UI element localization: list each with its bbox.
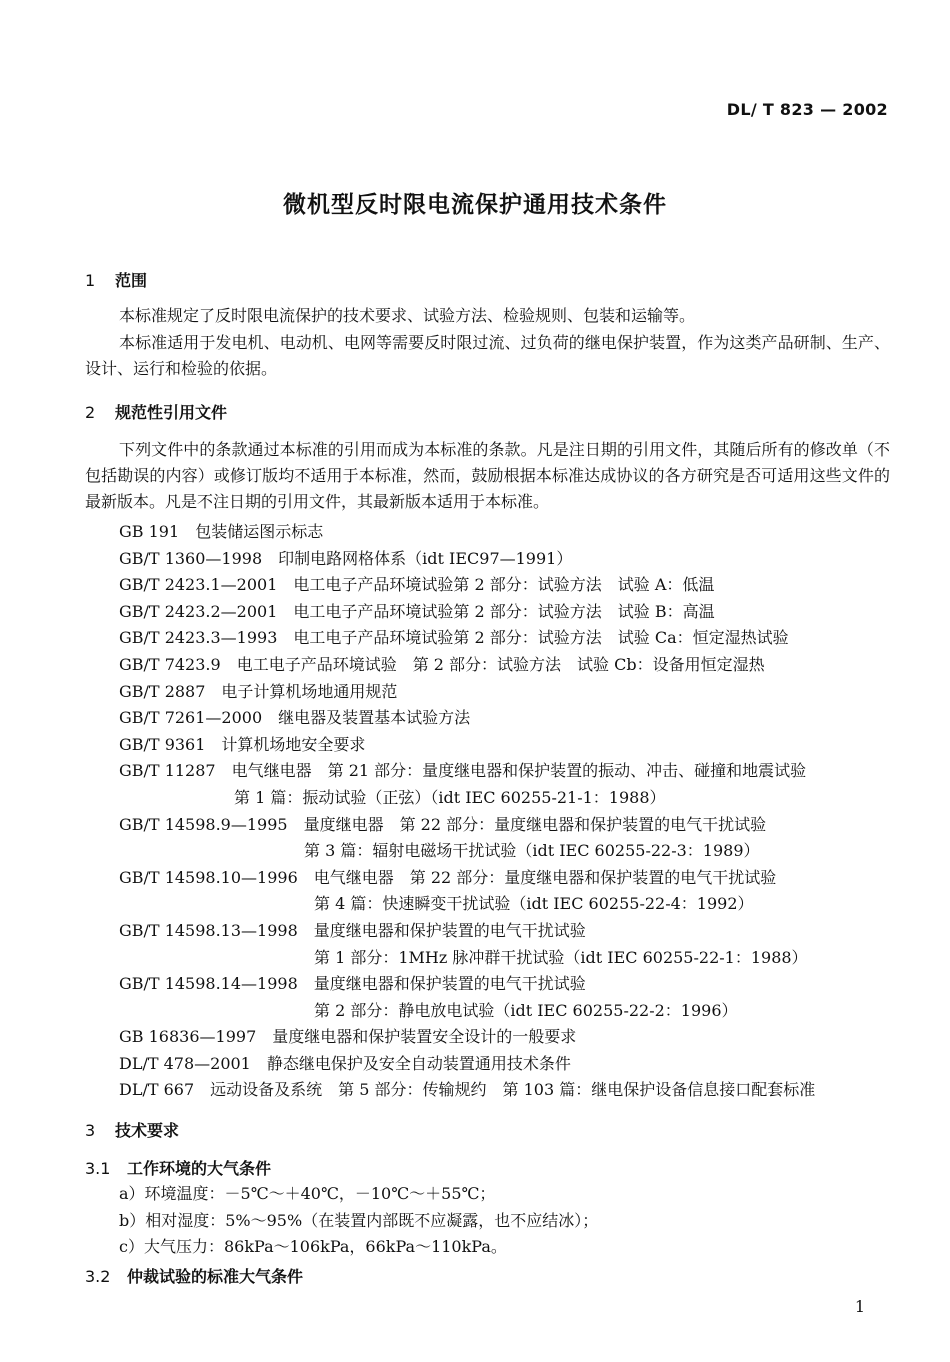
- reference-item: [119, 1077, 815, 1104]
- section-heading-1: [85, 268, 147, 291]
- reference-title: 电气继电器 第 22 部分：量度继电器和保护装置的电气干扰试验: [313, 867, 777, 887]
- reference-title: 静态继电保护及安全自动装置通用技术条件: [266, 1053, 571, 1073]
- reference-item: [119, 865, 815, 892]
- section-heading-3: [85, 1118, 179, 1141]
- reference-code: GB/T 9361: [119, 734, 206, 754]
- reference-code: GB/T 14598.13—1998: [119, 920, 298, 940]
- reference-list: [119, 519, 815, 1104]
- reference-title: 电工电子产品环境试验 第 2 部分：试验方法 试验 Cb：设备用恒定湿热: [236, 654, 765, 674]
- reference-code: GB/T 14598.14—1998: [119, 974, 298, 994]
- reference-code: GB 191: [119, 522, 180, 541]
- reference-title: 计算机场地安全要求: [221, 734, 366, 754]
- document-title: 微机型反时限电流保护通用技术条件: [283, 192, 667, 218]
- reference-item: [119, 705, 815, 732]
- section-number: 3: [85, 1121, 96, 1140]
- reference-title: 电气继电器 第 21 部分：量度继电器和保护装置的振动、冲击、碰撞和地震试验: [231, 761, 807, 781]
- paragraph: 下列文件中的条款通过本标准的引用而成为本标准的条款。凡是注日期的引用文件，其随后所有的修改单（不包括勘误的内容）或修订版均不适用于本标准，然而，鼓励根据本标准达成协议的各方研究是否可适用这些文件的最新版本。凡是不注日期的引用文件，其最新版本适用于本标准。: [85, 440, 890, 511]
- reference-item: [119, 572, 815, 599]
- section-heading-2: [85, 400, 227, 423]
- list-item: b）相对湿度：5%～95%（在装置内部既不应凝露，也不应结冰）；: [119, 1210, 599, 1230]
- reference-continuation: 第 4 篇：快速瞬变干扰试验（idt IEC 60255-22-4：1992）: [314, 894, 754, 914]
- paragraph: 本标准规定了反时限电流保护的技术要求、试验方法、检验规则、包装和运输等。: [119, 306, 696, 325]
- reference-item: [119, 732, 815, 759]
- reference-item: [119, 546, 815, 573]
- reference-code: GB/T 1360—1998: [119, 548, 263, 568]
- reference-item: [119, 918, 815, 945]
- reference-item: [119, 679, 815, 706]
- reference-item: [119, 652, 815, 679]
- section-title: 范围: [115, 271, 148, 290]
- subsection-heading-3-2: [85, 1264, 303, 1287]
- reference-code: GB/T 14598.9—1995: [119, 814, 288, 834]
- reference-code: GB/T 2423.2—2001: [119, 601, 278, 621]
- reference-title: 量度继电器和保护装置的电气干扰试验: [313, 920, 586, 940]
- list-item: a）环境温度：－5℃～＋40℃，－10℃～＋55℃；: [119, 1184, 496, 1203]
- reference-code: GB/T 7423.9: [119, 654, 221, 674]
- reference-item: [119, 1051, 815, 1078]
- subsection-title: 工作环境的大气条件: [127, 1159, 272, 1178]
- reference-code: DL/T 667: [119, 1080, 195, 1100]
- reference-code: GB/T 2423.3—1993: [119, 628, 278, 648]
- reference-code: GB/T 7261—2000: [119, 708, 263, 728]
- section-title: 规范性引用文件: [115, 403, 228, 422]
- reference-continuation: 第 2 部分：静电放电试验（idt IEC 60255-22-2：1996）: [314, 1000, 738, 1020]
- reference-item: [119, 758, 815, 785]
- reference-title: 量度继电器和保护装置的电气干扰试验: [313, 974, 586, 994]
- reference-code: GB/T 11287: [119, 761, 216, 781]
- reference-item: [119, 519, 815, 546]
- reference-title: 印制电路网格体系（idt IEC97—1991）: [278, 548, 573, 568]
- reference-item: [119, 971, 815, 998]
- subsection-number: 3.2: [85, 1267, 111, 1286]
- paragraph: 本标准适用于发电机、电动机、电网等需要反时限过流、过负荷的继电保护装置，作为这类产品研制、生产、设计、运行和检验的依据。: [85, 333, 890, 378]
- reference-title: 电工电子产品环境试验第 2 部分：试验方法 试验 Ca：恒定湿热试验: [293, 628, 789, 648]
- reference-title: 量度继电器 第 22 部分：量度继电器和保护装置的电气干扰试验: [303, 814, 767, 834]
- reference-title: 量度继电器和保护装置安全设计的一般要求: [272, 1027, 577, 1047]
- reference-title: 继电器及装置基本试验方法: [278, 708, 471, 728]
- section-title: 技术要求: [115, 1121, 180, 1140]
- reference-title: 远动设备及系统 第 5 部分：传输规约 第 103 篇：继电保护设备信息接口配套标准: [210, 1080, 816, 1100]
- reference-continuation: 第 3 篇：辐射电磁场干扰试验（idt IEC 60255-22-3：1989）: [304, 841, 760, 861]
- reference-item: [119, 1024, 815, 1051]
- list-item: c）大气压力：86kPa～106kPa，66kPa～110kPa。: [119, 1237, 507, 1257]
- reference-code: GB/T 14598.10—1996: [119, 867, 298, 887]
- reference-item: [119, 625, 815, 652]
- reference-title: 电子计算机场地通用规范: [221, 681, 398, 701]
- subsection-number: 3.1: [85, 1159, 111, 1178]
- reference-continuation: 第 1 部分：1MHz 脉冲群干扰试验（idt IEC 60255-22-1：1988）: [314, 947, 808, 967]
- reference-title: 电工电子产品环境试验第 2 部分：试验方法 试验 B：高温: [293, 601, 715, 621]
- condition-list: [119, 1181, 598, 1261]
- reference-item: [119, 599, 815, 626]
- reference-code: GB/T 2423.1—2001: [119, 575, 278, 595]
- reference-item: [119, 812, 815, 839]
- page-number: 1: [854, 1297, 865, 1316]
- reference-title: 电工电子产品环境试验第 2 部分：试验方法 试验 A：低温: [293, 575, 715, 595]
- section-number: 2: [85, 403, 96, 422]
- reference-code: GB 16836—1997: [119, 1027, 257, 1047]
- reference-code: GB/T 2887: [119, 681, 206, 701]
- reference-title: 包装储运图示标志: [195, 522, 324, 541]
- reference-code: DL/T 478—2001: [119, 1053, 251, 1073]
- standard-code: DL/ T 823 — 2002: [726, 100, 888, 119]
- reference-continuation: 第 1 篇：振动试验（正弦）（idt IEC 60255-21-1：1988）: [234, 787, 666, 807]
- subsection-title: 仲裁试验的标准大气条件: [127, 1267, 304, 1286]
- subsection-heading-3-1: [85, 1156, 271, 1179]
- section-number: 1: [85, 271, 96, 290]
